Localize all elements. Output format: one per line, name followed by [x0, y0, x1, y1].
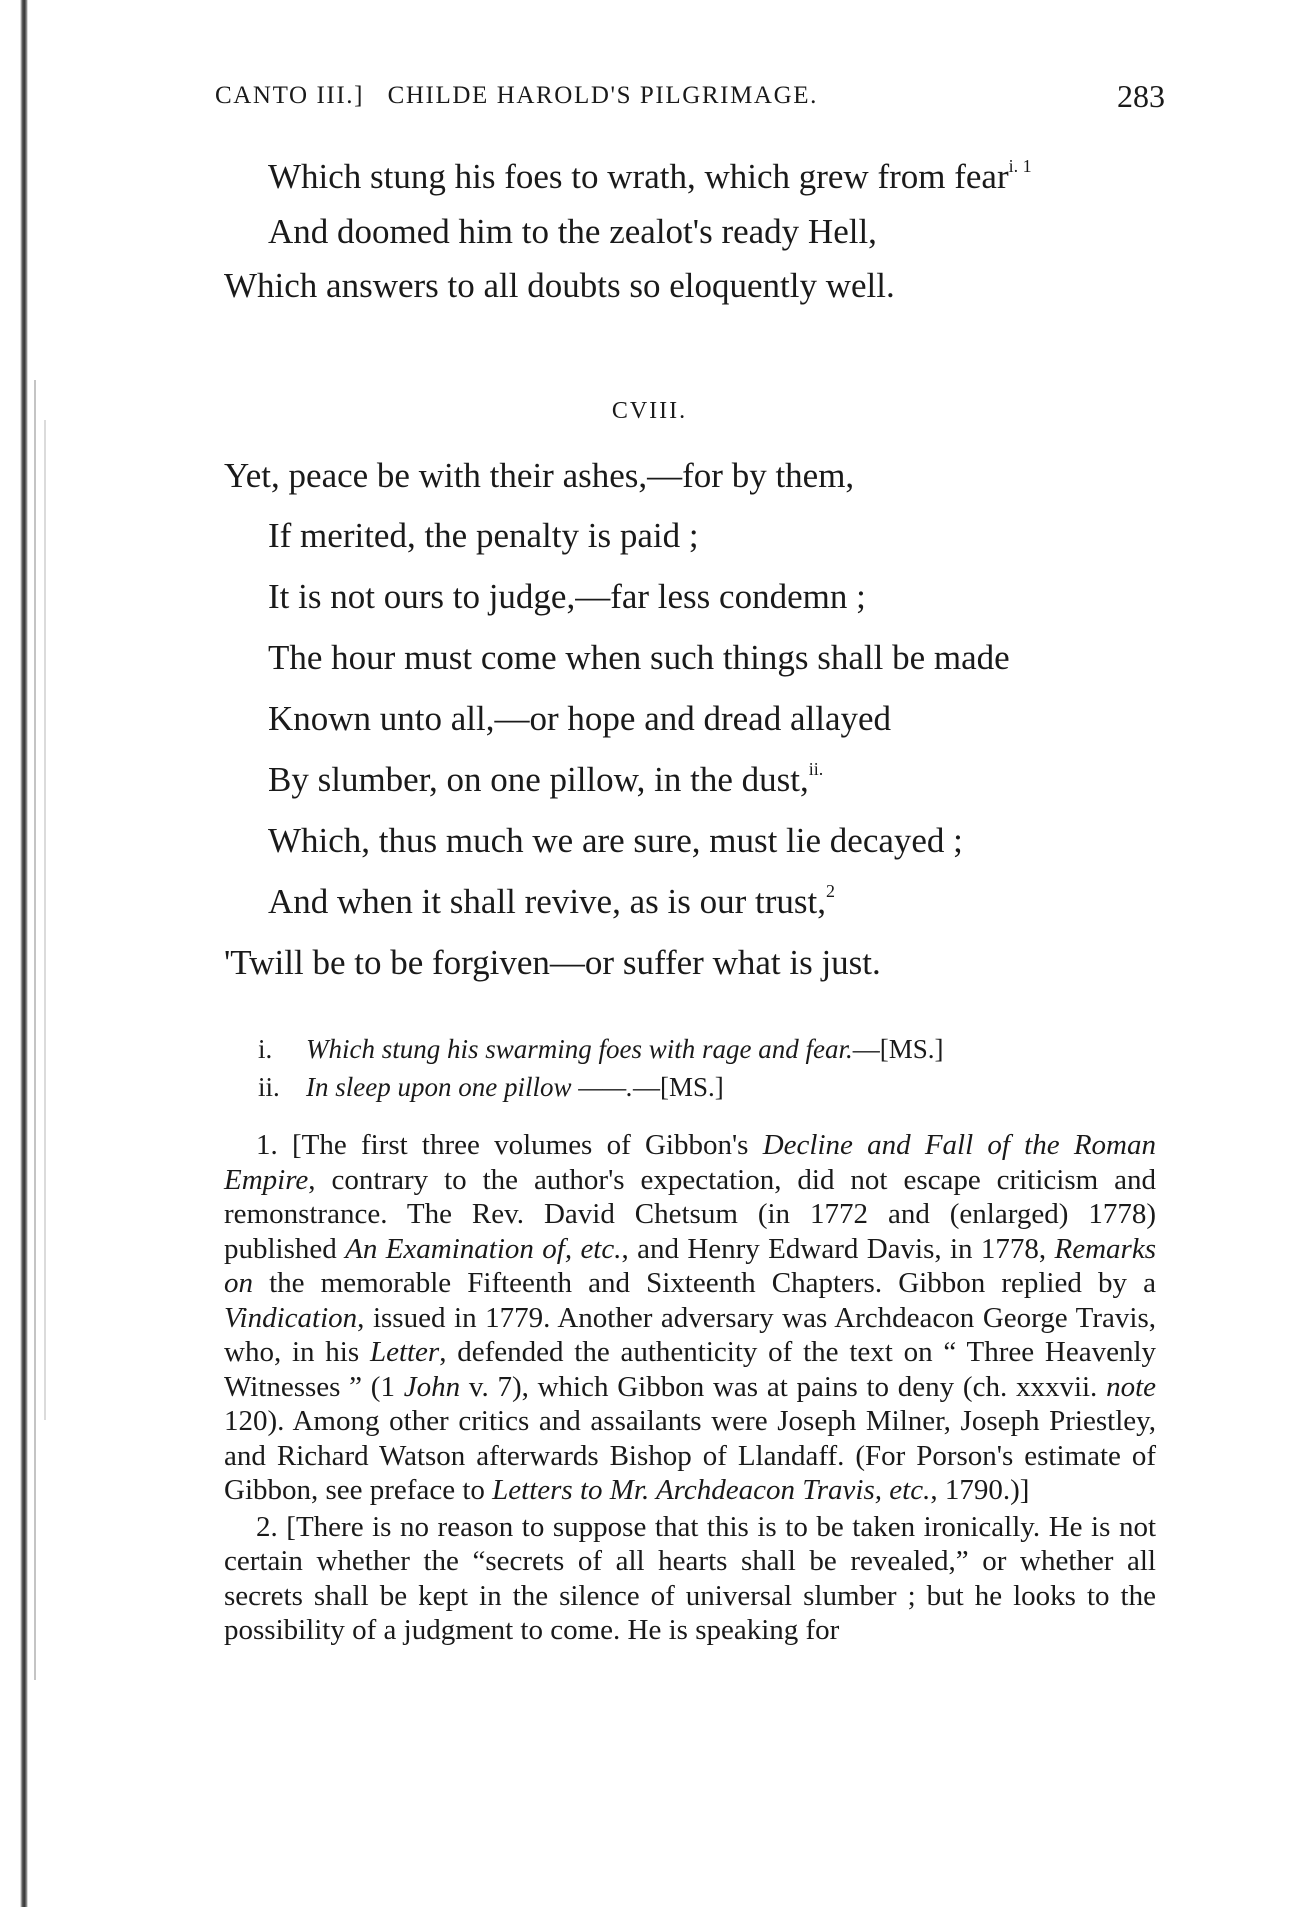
footnotes — [224, 1128, 1156, 1650]
page-number: 283 — [1117, 78, 1165, 114]
verse-line: Which answers to all doubts so eloquently well. — [224, 266, 895, 305]
footnote-1: 1. [The first three volumes of Gibbon's Decline and Fall of the Roman Empire, contrary to the author's expectation, did not escape criticism and remonstrance. The Rev. David Chetsum (in 1772 and (enlarged) 1778) published An Examination of, etc., and Henry Edward Davis, in 1778, Remarks on the memorable Fifteenth and Sixteenth Chapters. Gibbon replied by a Vindication, issued in 1779. Another adversary was Archdeacon George Travis, who, in his Letter, defended the authenticity of the text on “ Three Heavenly Witnesses ” (1 John v. 7), which Gibbon was at pains to deny (ch. xxxvii. note 120). Among other critics and assailants were Joseph Milner, Joseph Priestley, and Richard Watson afterwards Bishop of Llandaff. (For Porson's estimate of Gibbon, see preface to Letters to Mr. Archdeacon Travis, etc., 1790.)] — [224, 1129, 1157, 1506]
verse-line: It is not ours to judge,—far less condemn ; — [268, 577, 866, 616]
variant-ref-mark: ii. — [808, 759, 824, 779]
verse-line: Which stung his foes to wrath, which grew from fear$^{i. 1}$ — [268, 156, 1032, 196]
footnote-2: 2. [There is no reason to suppose that this is to be taken ironically. He is not certain whether the “secrets of all hearts shall be revealed,” or whether all secrets shall be kept in the silence of universal slumber ; but he looks to the possibility of a judgment to come. He is speaking for — [224, 1510, 1156, 1646]
verse-line: Known unto all,—or hope and dread allayed — [268, 699, 892, 738]
stanza-number: CVIII. — [611, 398, 688, 424]
verse-line: And doomed him to the zealot's ready Hell, — [268, 212, 877, 251]
binding-shadow-line — [34, 380, 36, 1680]
verse-line: 'Twill be to be forgiven—or suffer what is just. — [224, 943, 881, 982]
binding-shadow — [20, 0, 28, 1907]
variant-ref-mark: i. 1 — [1008, 156, 1032, 176]
footnote-ref-mark: 2 — [825, 881, 835, 901]
variant-reading: i. Which stung his swarming foes with rage and fear.—[MS.] — [258, 1034, 944, 1064]
verse-line: The hour must come when such things shall be made — [268, 638, 1010, 677]
running-head — [215, 78, 1175, 122]
verse-line: By slumber, on one pillow, in the dust,$^{ii.}$ — [268, 759, 824, 799]
verse-line: If merited, the penalty is paid ; — [268, 516, 699, 555]
verse-line: Yet, peace be with their ashes,—for by them, — [224, 456, 855, 495]
verse-line: Which, thus much we are sure, must lie decayed ; — [268, 821, 963, 860]
binding-shadow-line — [44, 420, 46, 1420]
variant-reading: ii. In sleep upon one pillow ——.—[MS.] — [258, 1072, 724, 1102]
running-head-title: CANTO III.] CHILDE HAROLD'S PILGRIMAGE. — [215, 82, 818, 109]
verse-line: And when it shall revive, as is our trust,$^2$ — [268, 881, 835, 921]
